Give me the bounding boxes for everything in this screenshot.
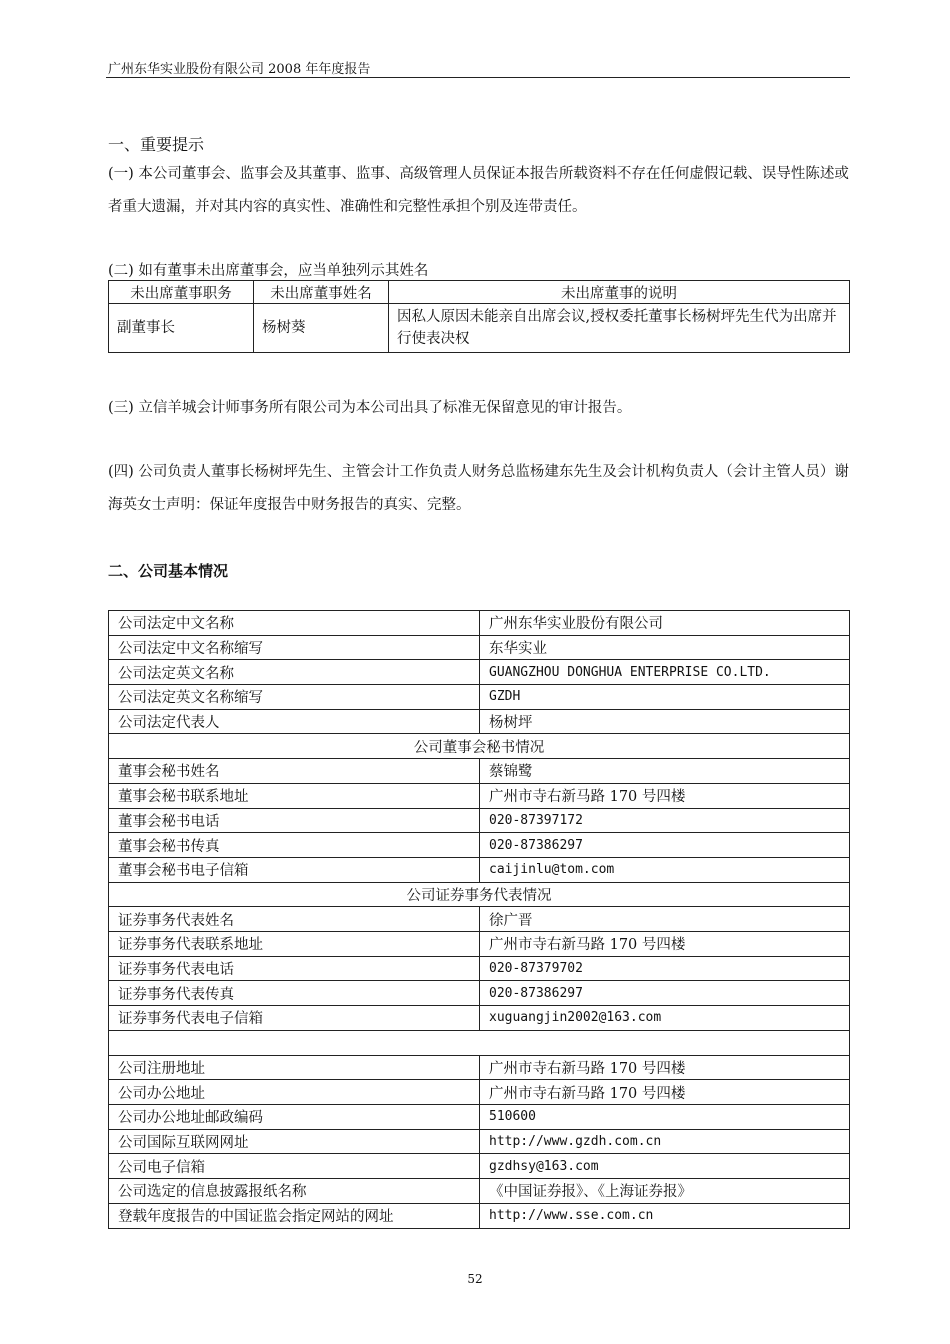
- table-value-cell: 020-87386297: [480, 833, 850, 858]
- table-value-cell: 广州市寺右新马路 170 号四楼: [480, 1080, 850, 1105]
- table-value-cell: 020-87379702: [480, 956, 850, 981]
- table-section-title: 公司董事会秘书情况: [109, 734, 850, 759]
- table-row: [109, 1030, 850, 1055]
- table-label-cell: 证券事务代表姓名: [109, 907, 480, 932]
- table-label-cell: 证券事务代表电话: [109, 956, 480, 981]
- table-value-cell: 广州市寺右新马路 170 号四楼: [480, 1055, 850, 1080]
- table-value-cell: 东华实业: [480, 635, 850, 660]
- table-value-cell: GUANGZHOU DONGHUA ENTERPRISE CO.LTD.: [480, 660, 850, 685]
- table-row: [109, 931, 850, 956]
- header-divider: [106, 77, 850, 78]
- table-value-cell: xuguangjin2002@163.com: [480, 1006, 850, 1031]
- table-value-cell: 020-87386297: [480, 981, 850, 1006]
- table-row: [109, 1129, 850, 1154]
- table-row: [109, 1179, 850, 1204]
- table-label-cell: 董事会秘书姓名: [109, 759, 480, 784]
- table-value-cell: 徐广晋: [480, 907, 850, 932]
- table-row: [109, 1154, 850, 1179]
- table-label-cell: 公司注册地址: [109, 1055, 480, 1080]
- section2-heading: 二、公司基本情况: [108, 562, 229, 580]
- table-label-cell: 董事会秘书电话: [109, 808, 480, 833]
- company-info-table: [108, 610, 850, 1229]
- table-value-cell: GZDH: [480, 685, 850, 710]
- table-label-cell: 公司国际互联网网址: [109, 1129, 480, 1154]
- table-row: [109, 685, 850, 710]
- table-row: [109, 1006, 850, 1031]
- table-label-cell: 公司办公地址邮政编码: [109, 1105, 480, 1130]
- table-row: [109, 635, 850, 660]
- table-row: [109, 1055, 850, 1080]
- table-cell: 杨树葵: [254, 304, 389, 353]
- table-value-cell: 510600: [480, 1105, 850, 1130]
- table-label-cell: 公司法定中文名称缩写: [109, 635, 480, 660]
- table-label-cell: 证券事务代表电子信箱: [109, 1006, 480, 1031]
- table-label-cell: 证券事务代表联系地址: [109, 931, 480, 956]
- table-row: [109, 981, 850, 1006]
- table-label-cell: 公司法定英文名称缩写: [109, 685, 480, 710]
- table-value-cell: 杨树坪: [480, 709, 850, 734]
- table-value-cell: 广州市寺右新马路 170 号四楼: [480, 783, 850, 808]
- table-value-cell: gzdhsy@163.com: [480, 1154, 850, 1179]
- table-row: [109, 611, 850, 636]
- statement-3: (三) 立信羊城会计师事务所有限公司为本公司出具了标准无保留意见的审计报告。: [108, 400, 632, 416]
- table-label-cell: 公司办公地址: [109, 1080, 480, 1105]
- table-row: [109, 857, 850, 882]
- table-row: [109, 956, 850, 981]
- table-value-cell: 《中国证券报》、《上海证券报》: [480, 1179, 850, 1204]
- section1-heading: 一、重要提示: [108, 135, 205, 154]
- table-value-cell: 广州东华实业股份有限公司: [480, 611, 850, 636]
- statement-2: (二) 如有董事未出席董事会，应当单独列示其姓名: [108, 263, 429, 279]
- absent-directors-table: [108, 280, 850, 353]
- table-header: 未出席董事姓名: [254, 281, 389, 304]
- table-label-cell: 公司法定代表人: [109, 709, 480, 734]
- table-label-cell: 登载年度报告的中国证监会指定网站的网址: [109, 1203, 480, 1228]
- table-row: [109, 709, 850, 734]
- table-row: [109, 1105, 850, 1130]
- table-label-cell: 公司电子信箱: [109, 1154, 480, 1179]
- table-blank-cell: [109, 1030, 850, 1055]
- running-header: 广州东华实业股份有限公司 2008 年年度报告: [108, 62, 371, 77]
- table-row: [109, 1080, 850, 1105]
- table-section-title: 公司证券事务代表情况: [109, 882, 850, 907]
- table-row: [109, 1203, 850, 1228]
- table-label-cell: 董事会秘书联系地址: [109, 783, 480, 808]
- table-row: [109, 734, 850, 759]
- table-label-cell: 公司选定的信息披露报纸名称: [109, 1179, 480, 1204]
- table-row: [109, 808, 850, 833]
- table-row: [109, 759, 850, 784]
- table-value-cell: 蔡锦鹭: [480, 759, 850, 784]
- table-value-cell: caijinlu@tom.com: [480, 857, 850, 882]
- table-value-cell: http://www.sse.com.cn: [480, 1203, 850, 1228]
- table-cell: 因私人原因未能亲自出席会议,授权委托董事长杨树坪先生代为出席并行使表决权: [389, 304, 850, 353]
- table-row: [109, 882, 850, 907]
- table-row: [109, 660, 850, 685]
- table-header: 未出席董事职务: [109, 281, 254, 304]
- table-value-cell: 广州市寺右新马路 170 号四楼: [480, 931, 850, 956]
- page-number: 52: [467, 1272, 483, 1286]
- table-row: [109, 833, 850, 858]
- table-label-cell: 公司法定中文名称: [109, 611, 480, 636]
- table-cell: 副董事长: [109, 304, 254, 353]
- table-row: [109, 907, 850, 932]
- statement-1: (一) 本公司董事会、监事会及其董事、监事、高级管理人员保证本报告所载资料不存在任何虚假记载、误导性陈述或者重大遗漏，并对其内容的真实性、准确性和完整性承担个别及连带责任。: [108, 166, 849, 215]
- statement-4: (四) 公司负责人董事长杨树坪先生、主管会计工作负责人财务总监杨建东先生及会计机构负责人（会计主管人员）谢海英女士声明：保证年度报告中财务报告的真实、完整。: [108, 464, 849, 513]
- table-label-cell: 公司法定英文名称: [109, 660, 480, 685]
- table-value-cell: http://www.gzdh.com.cn: [480, 1129, 850, 1154]
- table-label-cell: 董事会秘书传真: [109, 833, 480, 858]
- table-row: [109, 783, 850, 808]
- table-label-cell: 董事会秘书电子信箱: [109, 857, 480, 882]
- table-header: 未出席董事的说明: [389, 281, 850, 304]
- table-value-cell: 020-87397172: [480, 808, 850, 833]
- table-label-cell: 证券事务代表传真: [109, 981, 480, 1006]
